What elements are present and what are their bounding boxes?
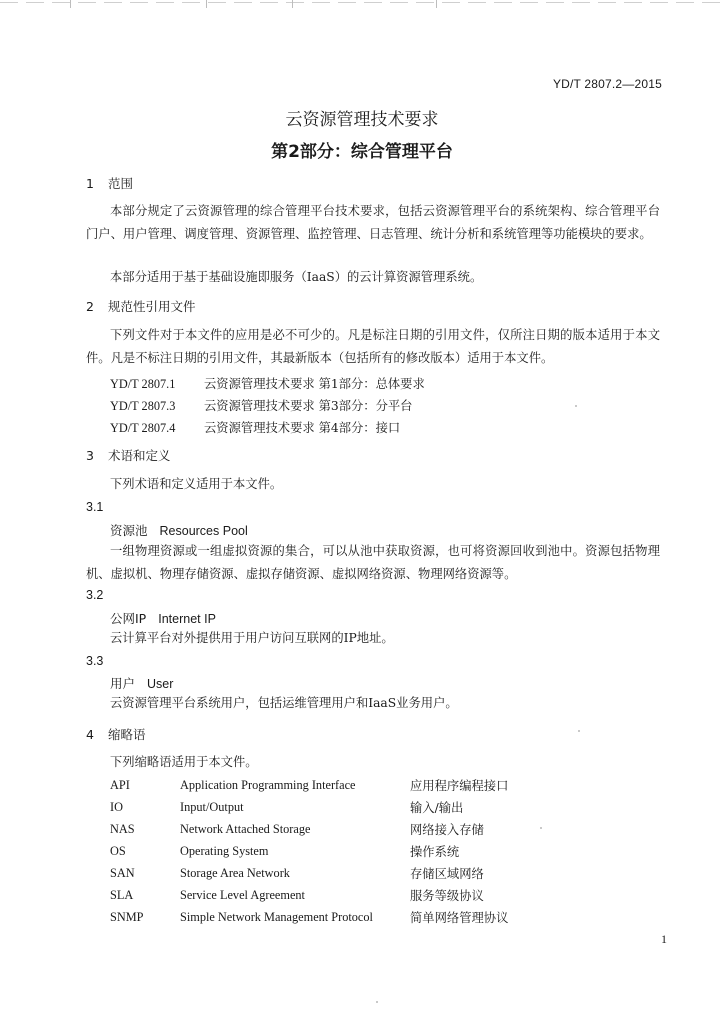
term-entry bbox=[110, 609, 216, 627]
section-number: 3 bbox=[86, 448, 94, 463]
reference-title: 云资源管理技术要求 第1部分：总体要求 bbox=[204, 377, 425, 391]
scope-applicability-paragraph: 本部分适用于基于基础设施即服务（IaaS）的云计算资源管理系统。 bbox=[110, 270, 483, 284]
standard-number: YD/T 2807.2—2015 bbox=[552, 77, 662, 91]
abbreviation: API bbox=[110, 777, 130, 792]
term-definition: 云资源管理平台系统用户，包括运维管理用户和IaaS业务用户。 bbox=[110, 696, 458, 710]
scan-edge-tick bbox=[206, 0, 207, 8]
scan-edge-tick bbox=[292, 0, 293, 8]
scan-speck bbox=[578, 730, 580, 732]
scan-edge-rule bbox=[0, 2, 724, 3]
abbreviation-full-term: Input/Output bbox=[180, 799, 244, 814]
reference-title: 云资源管理技术要求 第3部分：分平台 bbox=[204, 399, 413, 413]
term-entry bbox=[110, 674, 173, 692]
terms-intro-paragraph: 下列术语和定义适用于本文件。 bbox=[110, 477, 283, 491]
table-row bbox=[110, 862, 560, 884]
table-row bbox=[110, 818, 560, 840]
references-intro-paragraph: 下列文件对于本文件的应用是必不可少的。凡是标注日期的引用文件，仅所注日期的版本适用于本文件。凡是不标注日期的引用文件，其最新版本（包括所有的修改版本）适用于本文件。 bbox=[86, 328, 660, 365]
abbreviation-chinese: 服务等级协议 bbox=[410, 889, 484, 903]
abbreviation: SNMP bbox=[110, 909, 144, 924]
abbreviation-chinese: 应用程序编程接口 bbox=[410, 779, 509, 793]
abbreviation-full-term: Simple Network Management Protocol bbox=[180, 909, 373, 924]
page-number: 1 bbox=[661, 932, 667, 946]
abbreviation-chinese: 输入/输出 bbox=[410, 801, 464, 815]
abbreviation: SLA bbox=[110, 887, 134, 902]
term-chinese: 公网IP bbox=[110, 611, 147, 626]
scan-speck bbox=[540, 827, 542, 829]
abbreviation-full-term: Storage Area Network bbox=[180, 865, 290, 880]
abbreviation-full-term: Application Programming Interface bbox=[180, 777, 356, 792]
term-number: 3.3 bbox=[86, 654, 104, 668]
section-number: 4 bbox=[86, 727, 94, 742]
document-title: 云资源管理技术要求 bbox=[285, 110, 439, 130]
scope-paragraph: 本部分规定了云资源管理的综合管理平台技术要求，包括云资源管理平台的系统架构、综合管理平台门户、用户管理、调度管理、资源管理、监控管理、日志管理、统计分析和系统管理等功能模块的要求。 bbox=[86, 204, 660, 241]
abbreviation-full-term: Network Attached Storage bbox=[180, 821, 311, 836]
reference-item bbox=[110, 374, 425, 392]
term-definition: 云计算平台对外提供用于用户访问互联网的IP地址。 bbox=[110, 631, 394, 645]
section-title: 范围 bbox=[108, 176, 134, 191]
abbreviation-chinese: 网络接入存储 bbox=[410, 823, 484, 837]
term-english: Internet IP bbox=[158, 612, 216, 626]
abbreviation-chinese: 操作系统 bbox=[410, 845, 460, 859]
abbreviation: SAN bbox=[110, 865, 135, 880]
section-title: 术语和定义 bbox=[108, 448, 171, 463]
table-row bbox=[110, 796, 560, 818]
section-heading-terms bbox=[86, 446, 171, 464]
term-entry bbox=[110, 521, 248, 539]
reference-code: YD/T 2807.3 bbox=[110, 399, 176, 413]
section-title: 缩略语 bbox=[108, 727, 146, 742]
abbreviation: IO bbox=[110, 799, 123, 814]
section-heading-normative-references bbox=[86, 297, 196, 315]
scan-speck bbox=[575, 405, 577, 407]
abbreviations-table bbox=[110, 774, 560, 928]
term-chinese: 资源池 bbox=[110, 523, 148, 538]
reference-item bbox=[110, 418, 400, 436]
abbreviation: NAS bbox=[110, 821, 135, 836]
table-row bbox=[110, 774, 560, 796]
term-english: User bbox=[147, 677, 174, 691]
term-number: 3.2 bbox=[86, 588, 104, 602]
section-number: 1 bbox=[86, 176, 94, 191]
table-row bbox=[110, 906, 560, 928]
section-title: 规范性引用文件 bbox=[108, 299, 196, 314]
reference-code: YD/T 2807.1 bbox=[110, 377, 176, 391]
section-heading-abbreviations bbox=[86, 725, 146, 743]
reference-code: YD/T 2807.4 bbox=[110, 421, 176, 435]
term-definition: 一组物理资源或一组虚拟资源的集合，可以从池中获取资源，也可将资源回收到池中。资源包括物理机、虚拟机、物理存储资源、虚拟存储资源、虚拟网络资源、物理网络资源等。 bbox=[86, 544, 660, 581]
reference-title: 云资源管理技术要求 第4部分：接口 bbox=[204, 421, 401, 435]
table-row bbox=[110, 884, 560, 906]
section-heading-scope bbox=[86, 174, 133, 192]
abbreviation-full-term: Operating System bbox=[180, 843, 269, 858]
term-number: 3.1 bbox=[86, 500, 104, 514]
reference-item bbox=[110, 396, 412, 414]
abbreviation-chinese: 简单网络管理协议 bbox=[410, 911, 509, 925]
document-subtitle: 第2部分：综合管理平台 bbox=[271, 142, 453, 162]
section-number: 2 bbox=[86, 299, 94, 314]
abbreviation-full-term: Service Level Agreement bbox=[180, 887, 305, 902]
abbreviation-chinese: 存储区域网络 bbox=[410, 867, 484, 881]
abbreviation: OS bbox=[110, 843, 126, 858]
scan-speck bbox=[376, 1001, 378, 1003]
term-english: Resources Pool bbox=[159, 524, 248, 538]
abbreviations-intro-paragraph: 下列缩略语适用于本文件。 bbox=[110, 755, 258, 769]
term-chinese: 用户 bbox=[110, 676, 136, 691]
scan-edge-tick bbox=[436, 0, 437, 8]
table-row bbox=[110, 840, 560, 862]
scan-edge-tick bbox=[70, 0, 71, 8]
